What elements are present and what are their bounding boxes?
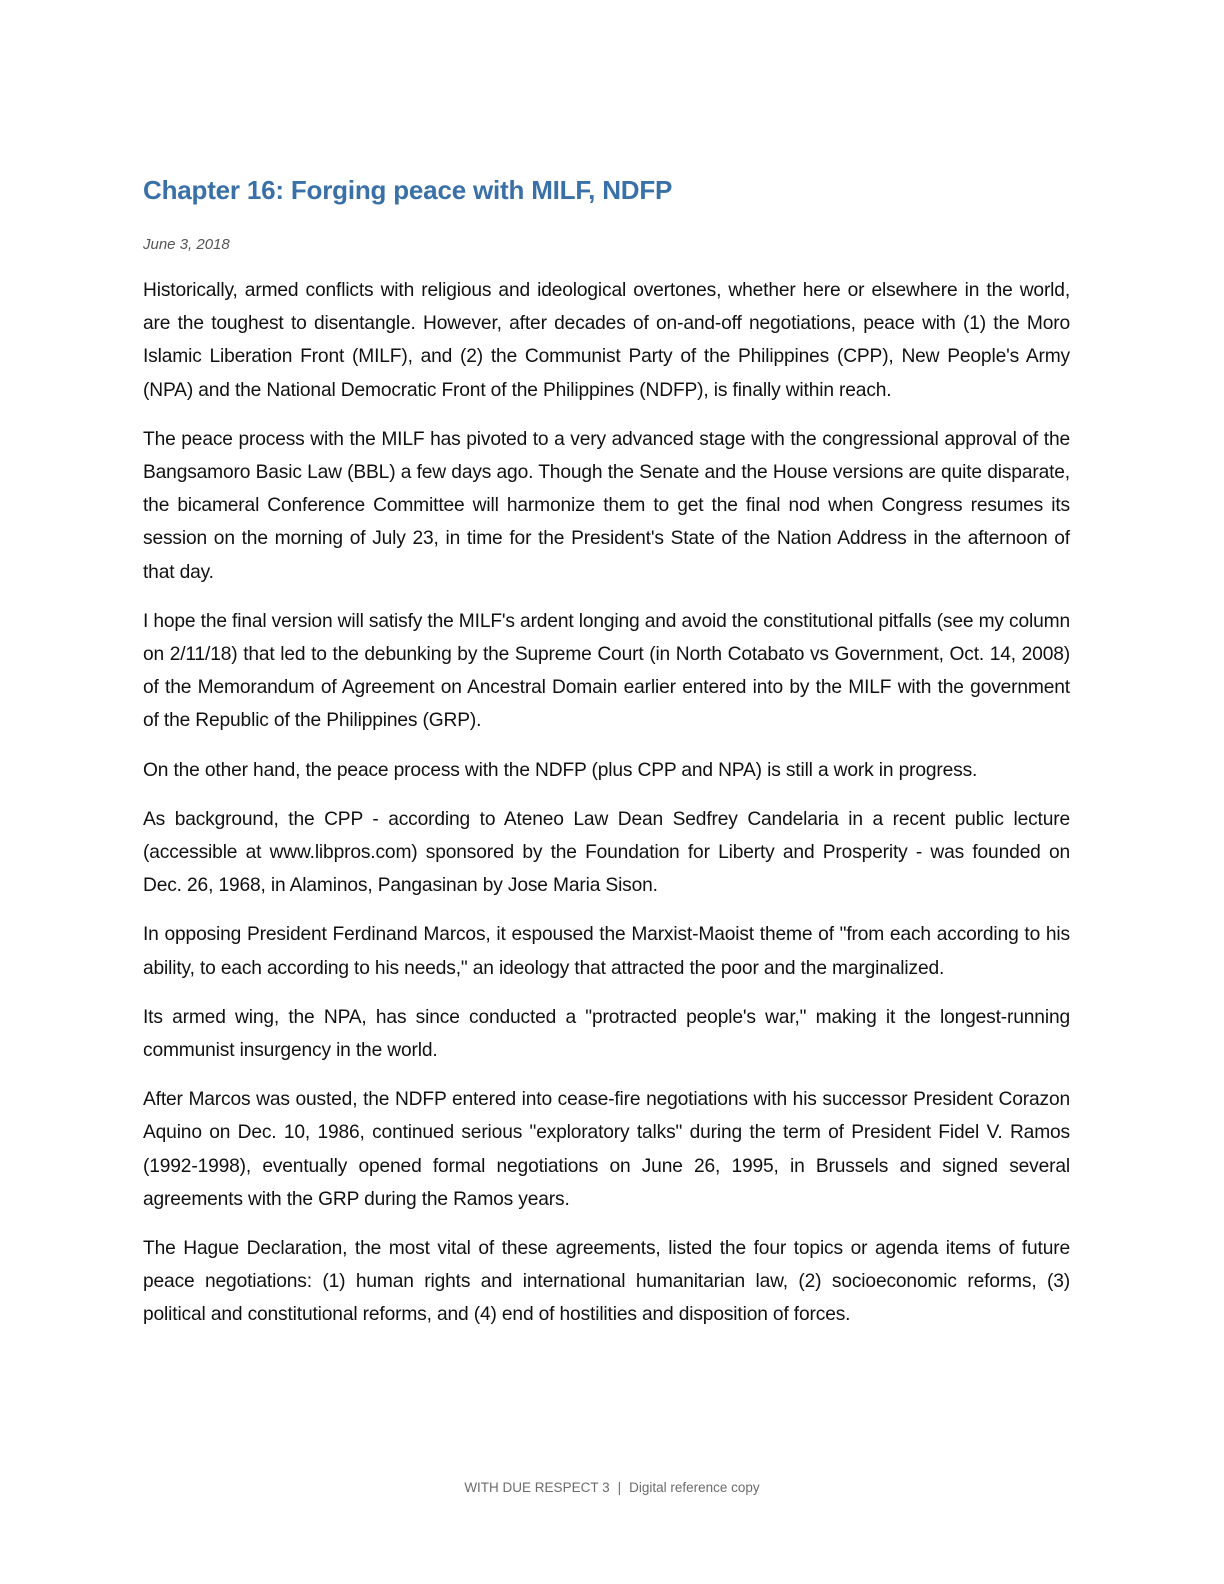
paragraph-8: After Marcos was ousted, the NDFP entered into cease-fire negotiations with his successor President Corazon Aquino on Dec. 10, 1986, continued serious "exploratory talks" during the term of President Fidel V. Ramos (1992-1998), eventually opened formal negotiations on June 26, 1995, in Brussels and signed several agreements with the GRP during the Ramos years. xyxy=(143,1089,1070,1210)
chapter-title: Chapter 16: Forging peace with MILF, NDFP xyxy=(143,175,673,205)
document-page xyxy=(143,170,1070,1348)
footer-note: Digital reference copy xyxy=(629,1480,760,1495)
footer-separator: | xyxy=(617,1480,622,1495)
footer-book-page: WITH DUE RESPECT 3 xyxy=(464,1480,610,1495)
page-footer xyxy=(0,1478,1224,1498)
publication-date: June 3, 2018 xyxy=(143,236,230,253)
paragraph-3: I hope the final version will satisfy the MILF's ardent longing and avoid the constitutional pitfalls (see my column on 2/11/18) that led to the debunking by the Supreme Court (in North Cotabato vs Government, Oct. 14, 2008) of the Memorandum of Agreement on Ancestral Domain earlier entered into by the MILF with the government of the Republic of the Philippines (GRP). xyxy=(143,610,1070,732)
paragraph-4: On the other hand, the peace process with the NDFP (plus CPP and NPA) is still a work in progress. xyxy=(143,759,978,781)
paragraph-2: The peace process with the MILF has pivoted to a very advanced stage with the congressional approval of the Bangsamoro Basic Law (BBL) a few days ago. Though the Senate and the House versions are quite disparate, the bicameral Conference Committee will harmonize them to get the final nod when Congress resumes its session on the morning of July 23, in time for the President's State of the Nation Address in the afternoon of that day. xyxy=(143,428,1070,583)
paragraph-5: As background, the CPP - according to Ateneo Law Dean Sedfrey Candelaria in a recent public lecture (accessible at www.libpros.com) sponsored by the Foundation for Liberty and Prosperity - was founded on Dec. 26, 1968, in Alaminos, Pangasinan by Jose Maria Sison. xyxy=(143,808,1070,897)
paragraph-1: Historically, armed conflicts with religious and ideological overtones, whether here or elsewhere in the world, are the toughest to disentangle. However, after decades of on-and-off negotiations, peace with (1) the Moro Islamic Liberation Front (MILF), and (2) the Communist Party of the Philippines (CPP), New People's Army (NPA) and the National Democratic Front of the Philippines (NDFP), is finally within reach. xyxy=(143,280,1070,401)
paragraph-9: The Hague Declaration, the most vital of these agreements, listed the four topics or agenda items of future peace negotiations: (1) human rights and international humanitarian law, (2) socioeconomic reforms, (3) political and constitutional reforms, and (4) end of hostilities and disposition of forces. xyxy=(143,1238,1070,1326)
paragraph-6: In opposing President Ferdinand Marcos, it espoused the Marxist-Maoist theme of "from each according to his ability, to each according to his needs," an ideology that attracted the poor and the marginalized. xyxy=(143,924,1070,979)
paragraph-7: Its armed wing, the NPA, has since conducted a "protracted people's war," making it the longest-running communist insurgency in the world. xyxy=(143,1006,1070,1062)
